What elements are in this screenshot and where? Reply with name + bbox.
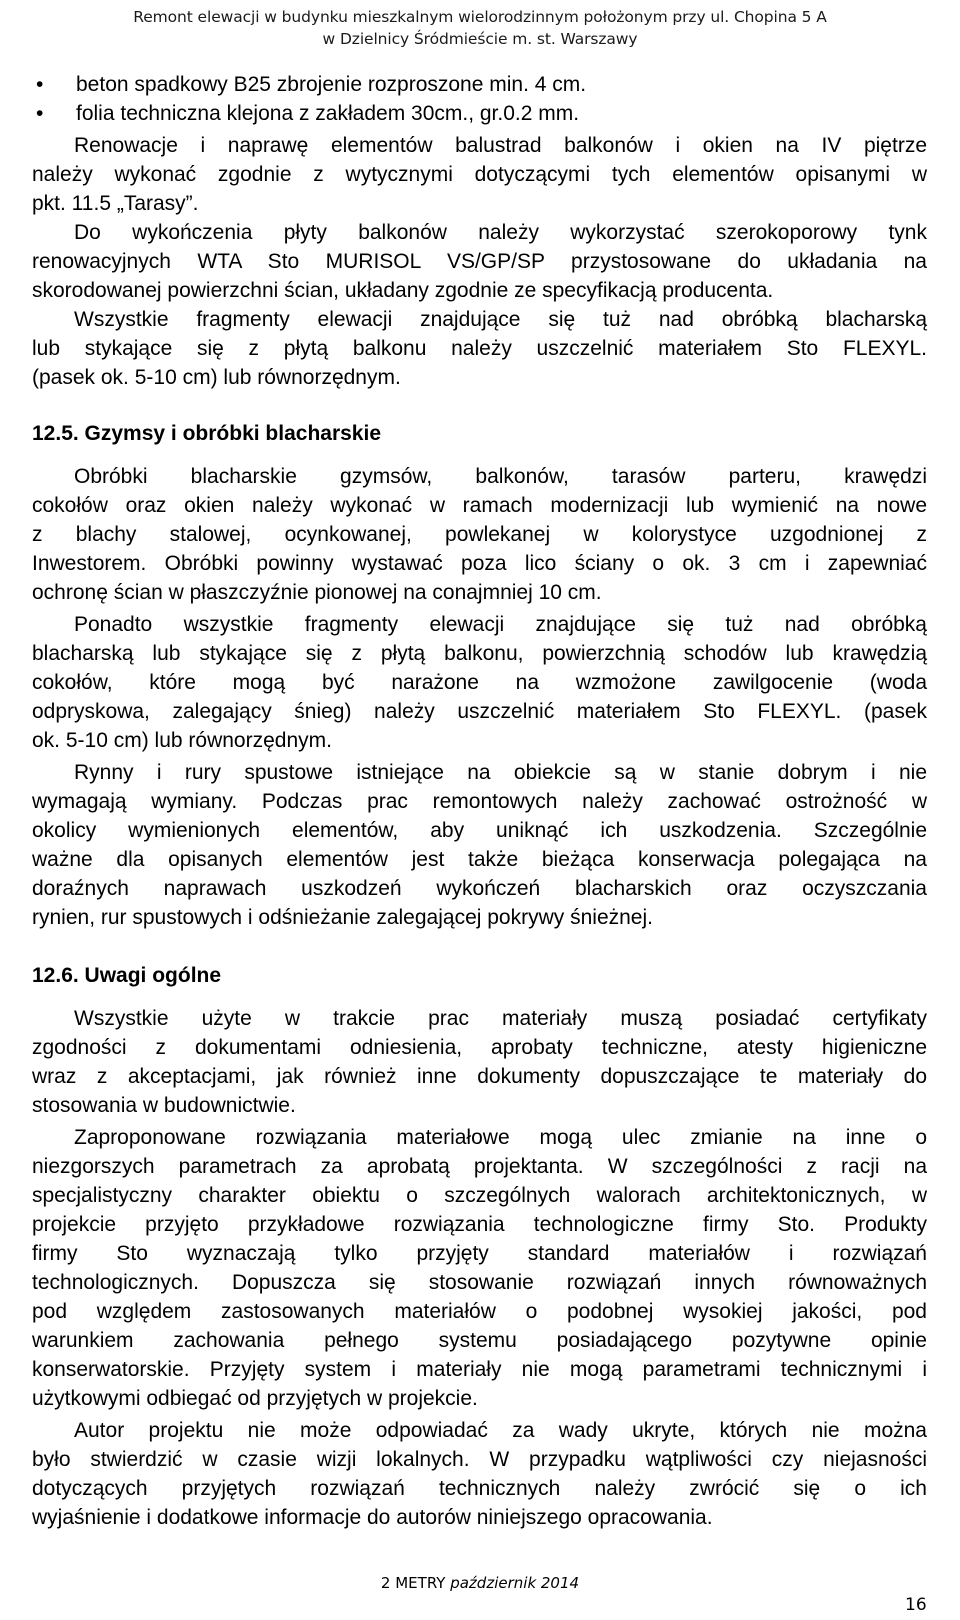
list-item-text: beton spadkowy B25 zbrojenie rozproszone min. 4 cm. [76, 73, 587, 96]
text-line: okolicy wymienionych elementów, aby uniknąć ich uszkodzenia. Szczególnie [32, 819, 927, 842]
text-line: pod względem zastosowanych materiałów o podobnej wysokiej jakości, pod [32, 1300, 927, 1323]
page-header [0, 6, 960, 50]
text-line: cokołów, które mogą być narażone na wzmożone zawilgocenie (woda [32, 671, 927, 694]
paragraph [32, 1416, 927, 1532]
bullet-icon: • [36, 102, 44, 125]
text-line: Rynny i rury spustowe istniejące na obiekcie są w stanie dobrym i nie [74, 761, 927, 784]
text-line: wraz z akceptacjami, jak również inne dokumenty dopuszczające te materiały do [32, 1065, 927, 1088]
text-line: dotyczących przyjętych rozwiązań technicznych należy zwrócić się o ich [32, 1477, 927, 1500]
text-line: niezgorszych parametrach za aprobatą projektanta. W szczególności z racji na [32, 1155, 927, 1178]
text-line: Wszystkie fragmenty elewacji znajdujące się tuż nad obróbką blacharską [74, 308, 927, 331]
text-line: stosowania w budownictwie. [32, 1094, 296, 1117]
text-line: Autor projektu nie może odpowiadać za wady ukryte, których nie można [74, 1419, 927, 1442]
text-line: blacharską lub stykające się z płytą balkonu, powierzchnią schodów lub krawędzią [32, 642, 927, 665]
list-item [32, 70, 927, 99]
text-line: Obróbki blacharskie gzymsów, balkonów, tarasów parteru, krawędzi [74, 465, 927, 488]
paragraph [32, 1123, 927, 1413]
text-line: Renowacje i naprawę elementów balustrad balkonów i okien na IV piętrze [74, 134, 927, 157]
paragraph [32, 1004, 927, 1120]
text-line: wymagają wymiany. Podczas prac remontowych należy zachować ostrożność w [32, 790, 927, 813]
text-line: ok. 5-10 cm) lub równorzędnym. [32, 729, 332, 752]
paragraph [32, 758, 927, 932]
paragraph [32, 610, 927, 755]
text-line: użytkowymi odbiegać od przyjętych w projekcie. [32, 1387, 478, 1410]
text-line: warunkiem zachowania pełnego systemu posiadającego pozytywne opinie [32, 1329, 927, 1352]
page-footer [0, 1573, 960, 1593]
paragraph-sealing [32, 305, 927, 392]
text-line: zgodności z dokumentami odniesienia, aprobaty techniczne, atesty higieniczne [32, 1036, 927, 1059]
paragraph [32, 462, 927, 607]
paragraph-plaster [32, 218, 927, 305]
paragraph-balustrades [32, 131, 927, 218]
section-heading: 12.5. Gzymsy i obróbki blacharskie [32, 422, 381, 445]
text-line: Ponadto wszystkie fragmenty elewacji znajdujące się tuż nad obróbką [74, 613, 927, 636]
text-line: lub stykające się z płytą balkonu należy uszczelnić materiałem Sto FLEXYL. [32, 337, 927, 360]
text-line: projekcie przyjęto przykładowe rozwiązania technologiczne firmy Sto. Produkty [32, 1213, 927, 1236]
footer-date: październik 2014 [450, 1574, 580, 1592]
text-line: konserwatorskie. Przyjęty system i materiały nie mogą parametrami technicznymi i [32, 1358, 927, 1381]
text-line: cokołów oraz okien należy wykonać w ramach modernizacji lub wymienić na nowe [32, 494, 927, 517]
text-line: renowacyjnych WTA Sto MURISOL VS/GP/SP przystosowane do układania na [32, 250, 927, 273]
text-line: z blachy stalowej, ocynkowanej, powlekanej w kolorystyce uzgodnionej z [32, 523, 927, 546]
header-line-1: Remont elewacji w budynku mieszkalnym wielorodzinnym położonym przy ul. Chopina 5 A [133, 8, 827, 26]
text-line: ochronę ścian w płaszczyźnie pionowej na conajmniej 10 cm. [32, 581, 602, 604]
text-line: Do wykończenia płyty balkonów należy wykorzystać szerokoporowy tynk [74, 221, 927, 244]
text-line: wyjaśnienie i dodatkowe informacje do autorów niniejszego opracowania. [32, 1506, 713, 1529]
text-line: firmy Sto wyznaczają tylko przyjęty standard materiałów i rozwiązań [32, 1242, 927, 1265]
text-line: (pasek ok. 5-10 cm) lub równorzędnym. [32, 366, 401, 389]
text-line: technologicznych. Dopuszcza się stosowanie rozwiązań innych równoważnych [32, 1271, 927, 1294]
text-line: doraźnych naprawach uszkodzeń wykończeń blacharskich oraz oczyszczania [32, 877, 927, 900]
text-line: rynien, rur spustowych i odśnieżanie zalegającej pokrywy śnieżnej. [32, 906, 653, 929]
text-line: skorodowanej powierzchni ścian, układany zgodnie ze specyfikacją producenta. [32, 279, 774, 302]
text-line: Wszystkie użyte w trakcie prac materiały muszą posiadać certyfikaty [74, 1007, 927, 1030]
text-line: Inwestorem. Obróbki powinny wystawać poza lico ściany o ok. 3 cm i zapewniać [32, 552, 927, 575]
text-line: specjalistyczny charakter obiektu o szczególnych walorach architektonicznych, w [32, 1184, 927, 1207]
page-number: 16 [905, 1595, 927, 1615]
bullet-icon: • [36, 73, 44, 96]
footer-company: 2 METRY [380, 1574, 451, 1592]
header-line-2: w Dzielnicy Śródmieście m. st. Warszawy [322, 30, 638, 48]
document-body [32, 70, 927, 1532]
text-line: należy wykonać zgodnie z wytycznymi dotyczącymi tych elementów opisanymi w [32, 163, 927, 186]
text-line: Zaproponowane rozwiązania materiałowe mogą ulec zmianie na inne o [74, 1126, 927, 1149]
list-item [32, 99, 927, 128]
text-line: było stwierdzić w czasie wizji lokalnych. W przypadku wątpliwości czy niejasności [32, 1448, 927, 1471]
text-line: ważne dla opisanych elementów jest także bieżąca konserwacja polegająca na [32, 848, 927, 871]
text-line: pkt. 11.5 „Tarasy”. [32, 192, 199, 215]
list-item-text: folia techniczna klejona z zakładem 30cm., gr.0.2 mm. [76, 102, 580, 125]
section-heading: 12.6. Uwagi ogólne [32, 964, 222, 987]
text-line: odpryskowa, zalegający śnieg) należy uszczelnić materiałem Sto FLEXYL. (pasek [32, 700, 927, 723]
